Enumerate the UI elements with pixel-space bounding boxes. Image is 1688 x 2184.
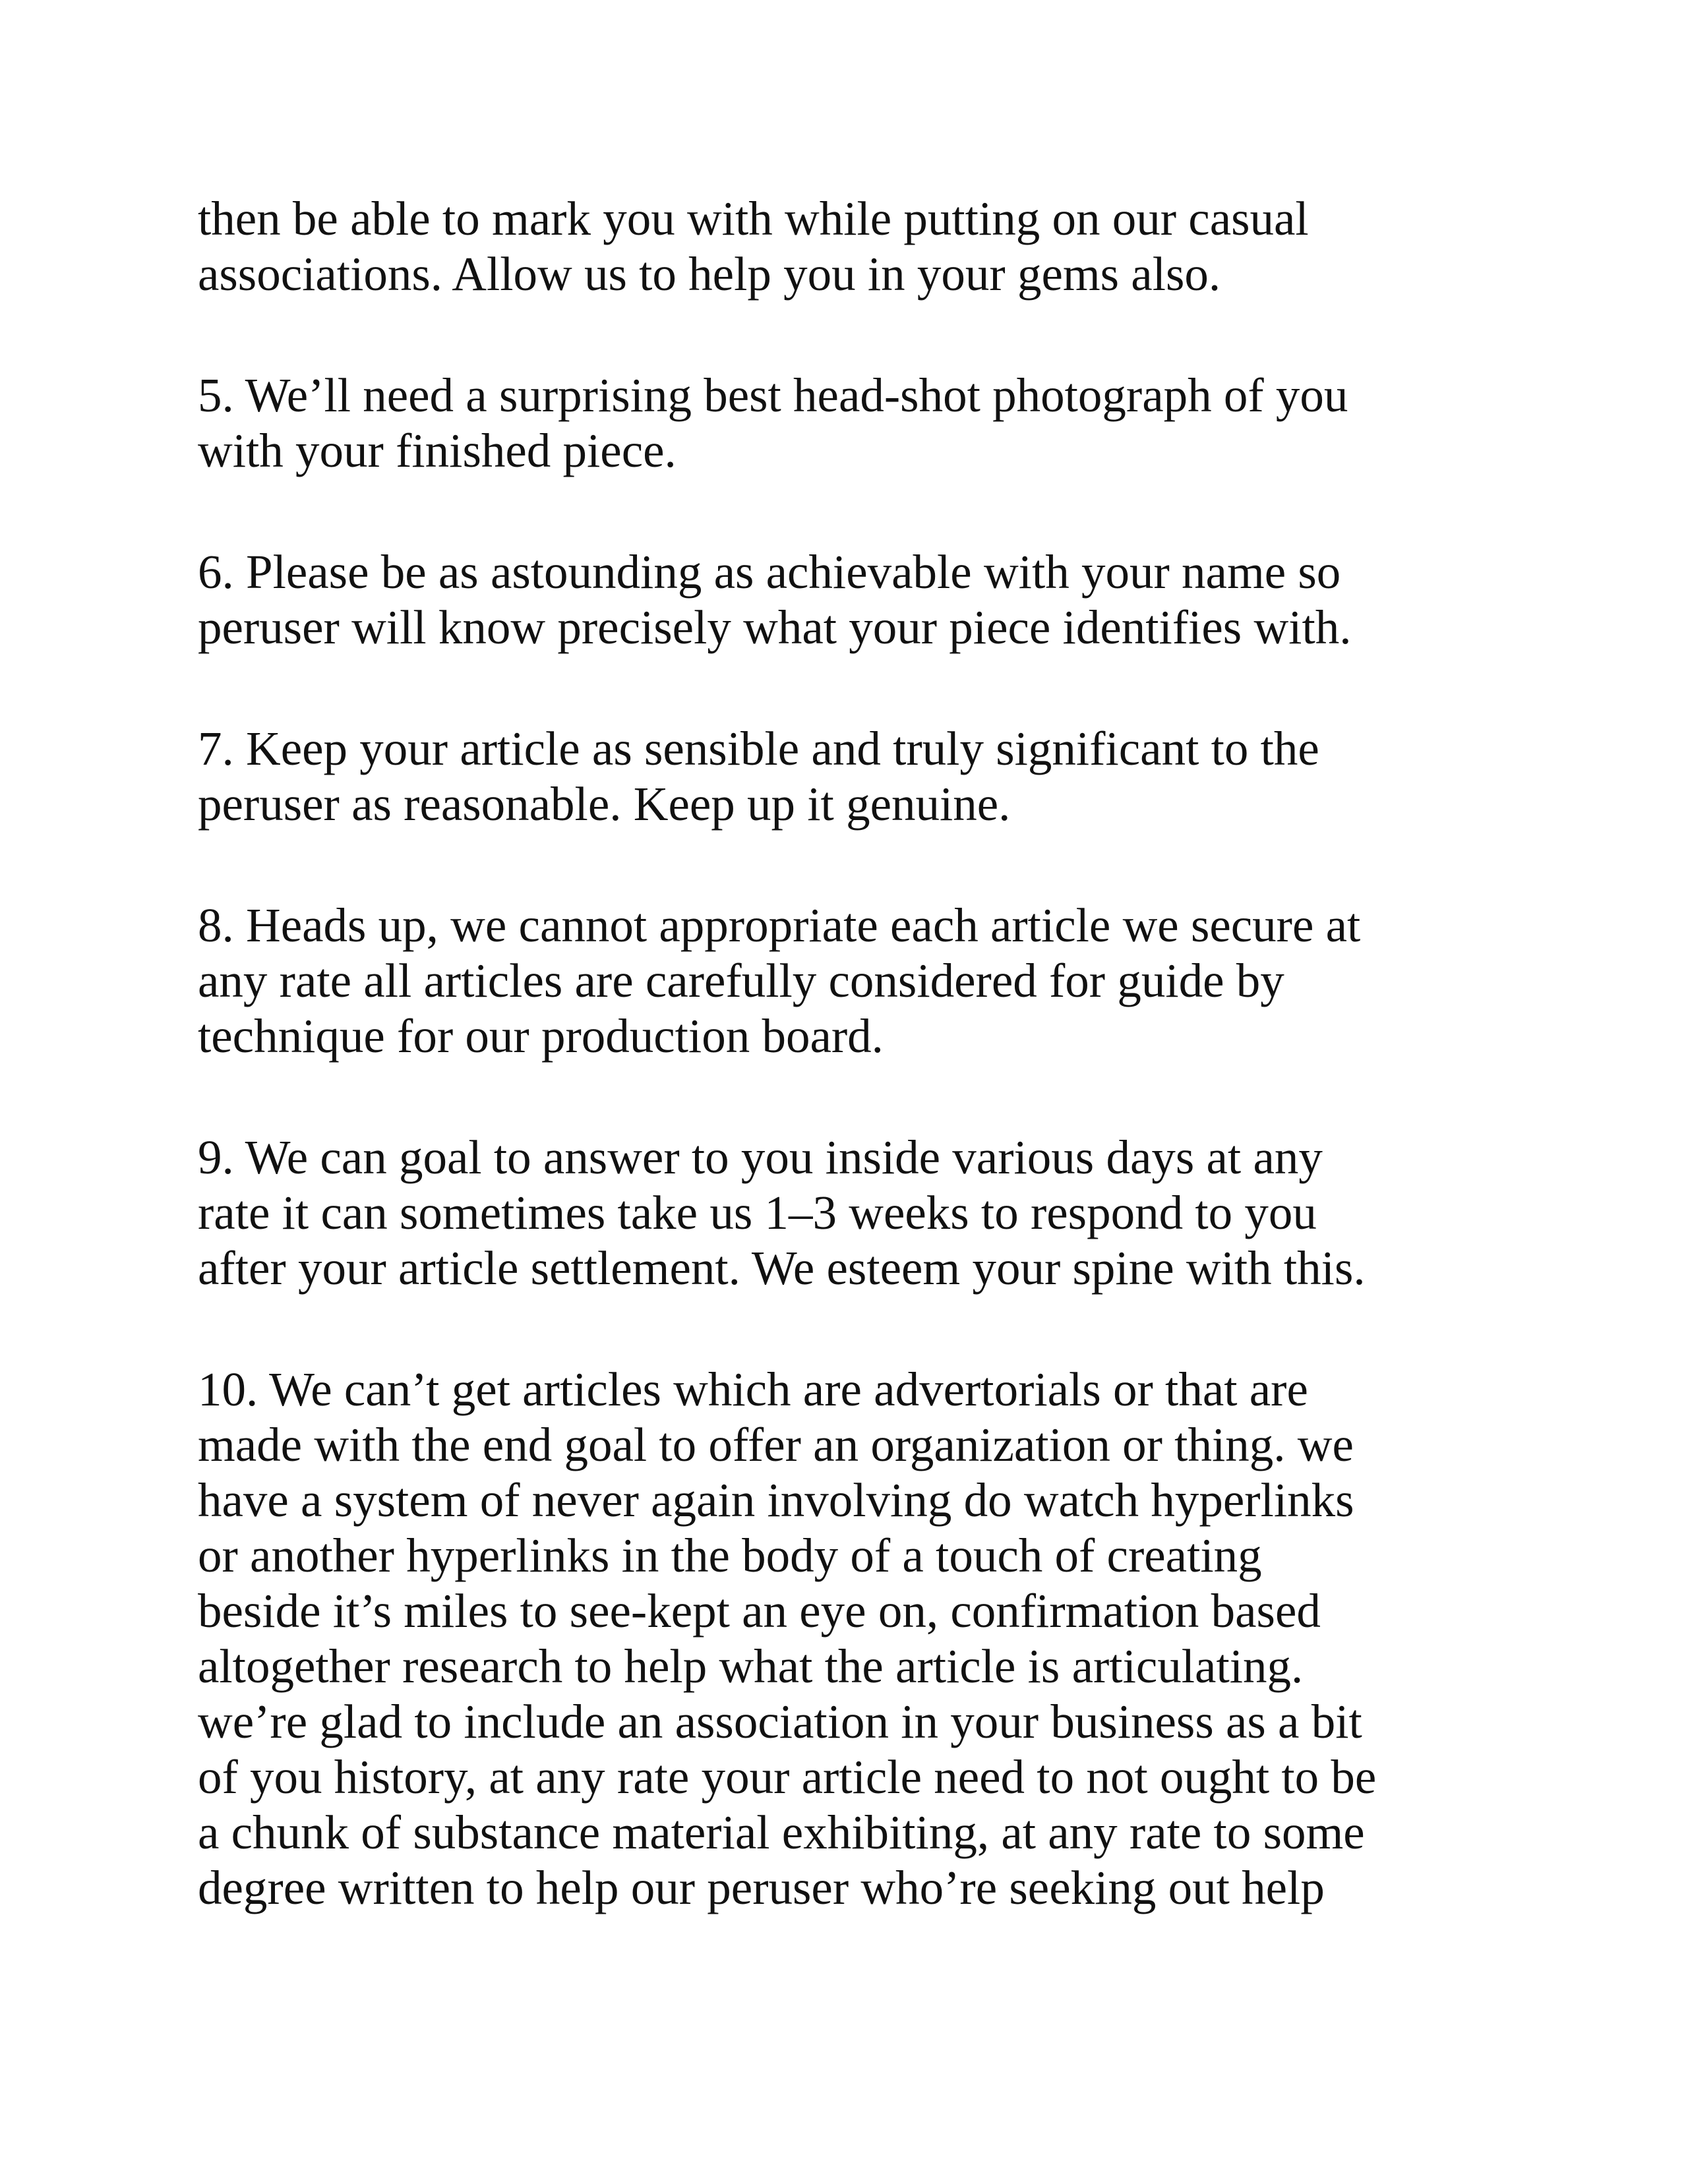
text-line: 8. Heads up, we cannot appropriate each article we secure at — [198, 899, 1361, 952]
text-line: associations. Allow us to help you in your gems also. — [198, 247, 1221, 301]
text-line: with your finished piece. — [198, 424, 677, 477]
text-line: a chunk of substance material exhibiting, at any rate to some — [198, 1806, 1365, 1859]
paragraph-item-9 — [198, 1130, 1523, 1296]
text-line: we’re glad to include an association in your business as a bit — [198, 1695, 1362, 1748]
paragraph-continuation — [198, 191, 1523, 302]
text-line: rate it can sometimes take us 1–3 weeks to respond to you — [198, 1186, 1317, 1239]
paragraph-item-7 — [198, 721, 1523, 832]
paragraph-item-8 — [198, 898, 1523, 1064]
text-line: 10. We can’t get articles which are advertorials or that are — [198, 1363, 1308, 1416]
text-line: 9. We can goal to answer to you inside various days at any — [198, 1131, 1323, 1184]
text-line: made with the end goal to offer an organization or thing. we — [198, 1418, 1354, 1471]
text-line: degree written to help our peruser who’re seeking out help — [198, 1861, 1325, 1914]
text-line: peruser as reasonable. Keep up it genuine. — [198, 777, 1011, 831]
text-line: then be able to mark you with while putting on our casual — [198, 192, 1309, 245]
document-page — [198, 191, 1523, 1982]
text-line: 6. Please be as astounding as achievable with your name so — [198, 545, 1341, 599]
paragraph-item-6 — [198, 545, 1523, 655]
text-line: any rate all articles are carefully considered for guide by — [198, 954, 1284, 1007]
text-line: have a system of never again involving do watch hyperlinks — [198, 1473, 1354, 1527]
text-line: 7. Keep your article as sensible and truly significant to the — [198, 722, 1319, 775]
text-line: 5. We’ll need a surprising best head-shot photograph of you — [198, 369, 1348, 422]
text-line: of you history, at any rate your article need to not ought to be — [198, 1750, 1377, 1804]
paragraph-item-10 — [198, 1362, 1523, 1916]
text-line: after your article settlement. We esteem your spine with this. — [198, 1241, 1366, 1295]
text-line: peruser will know precisely what your piece identifies with. — [198, 601, 1352, 654]
text-line: beside it’s miles to see-kept an eye on, confirmation based — [198, 1584, 1321, 1638]
text-line: technique for our production board. — [198, 1009, 884, 1063]
text-line: or another hyperlinks in the body of a touch of creating — [198, 1529, 1262, 1582]
paragraph-item-5 — [198, 368, 1523, 479]
text-line: altogether research to help what the article is articulating. — [198, 1639, 1304, 1693]
